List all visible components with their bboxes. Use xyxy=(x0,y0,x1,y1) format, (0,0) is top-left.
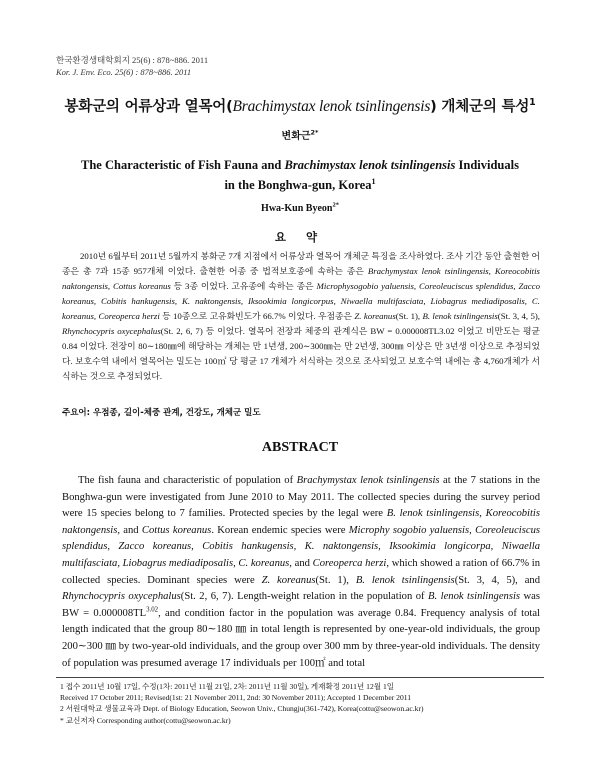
abs-en-t3: , xyxy=(479,508,486,520)
title-ko-pre: 봉화군의 어류상과 열목어( xyxy=(64,99,233,115)
abs-en-t9: (St. 3, 4, 5), and xyxy=(454,574,541,586)
journal-header-ko: 한국환경생태학회지 25(6) : 878~886. 2011 xyxy=(56,55,209,65)
summary-heading: 요 약 xyxy=(274,230,326,244)
abs-en-t5: . Korean endemic species were xyxy=(211,524,349,536)
abstract-english xyxy=(62,473,540,672)
author-english xyxy=(0,203,600,214)
abs-ko-s1: 2010년 6월부터 2011년 5월까지 봉화군 7개 지점에서 어류상과 열목어 개체군 특징을 조사하였다. 조사 기간 동안 출현한 어종은 총 7과 15종 957개체 이었다. 출현한 어종 중 법적보호종에 속하는 종은 xyxy=(62,251,540,276)
journal-header-en: Kor. J. Env. Eco. 25(6) : 878~886. 2011 xyxy=(56,67,192,77)
footnote-3: * 교신저자 Corresponding author(cottu@seowon.ac.kr) xyxy=(60,715,231,725)
abs-en-t2: at the 7 stations in the Bonghwa-gun were investigated from June 2010 to May 2011. The collected species during the survey period were 15 species belong to 7 families. Protected species by the legal were xyxy=(62,475,540,520)
abs-en-i8: B. lenok tsinlingensis xyxy=(355,574,455,586)
abs-en-sup: 3.02 xyxy=(146,606,159,614)
title-ko-sup: 1 xyxy=(529,97,536,109)
abs-en-t10: (St. 2, 6, 7). Length-weight relation in the population of xyxy=(180,591,429,603)
abstract-korean xyxy=(62,249,540,384)
title-en-species: Brachimystax lenok tsinlingensis xyxy=(284,158,456,172)
title-ko-post: ) 개체군의 특성 xyxy=(430,99,530,115)
abs-ko-i5: Rhynchocypris oxycephalus xyxy=(62,326,161,336)
abs-en-i7: Z. koreanus xyxy=(261,574,316,586)
abs-en-i4: Cottus koreanus xyxy=(141,524,212,536)
title-en-part2: Individuals xyxy=(455,158,519,172)
abs-en-i3: Koreocobitis naktongensis xyxy=(62,508,540,536)
abs-en-t7: , which showed a ration of 66.7% in collected species. Dominant species were xyxy=(62,557,540,586)
abs-ko-i4: B. lenok tsinlingensis xyxy=(422,311,498,321)
journal-header xyxy=(56,54,208,78)
abs-en-i9: Rhynchocypris oxycephalus xyxy=(62,591,181,603)
abs-en-i1: Brachymystax lenok tsinlingensis xyxy=(296,475,440,486)
abs-ko-i3: Z. koreanus xyxy=(354,311,396,321)
title-en-line2: in the Bonghwa-gun, Korea xyxy=(224,178,372,192)
footnotes xyxy=(60,681,544,726)
abs-en-t6: , and xyxy=(289,557,313,569)
abs-ko-s2: 등 3종 이었다. 고유종에 속하는 종은 xyxy=(170,281,317,291)
footnote-divider xyxy=(56,677,544,678)
abs-en-t11: was BW = 0.000008TL xyxy=(62,591,540,619)
abs-ko-s5: (St. 3, 4, 5), xyxy=(497,311,540,321)
abs-en-t1: The fish fauna and characteristic of population of xyxy=(78,475,297,486)
title-korean xyxy=(0,95,600,116)
footnote-2: 2 서원대학교 생물교육과 Dept. of Biology Education, Seowon Univ., Chungju(361-742), Korea(cottu@seowon.ac.kr) xyxy=(60,704,424,714)
abs-en-i5: Microphy sogobio yaluensis, Coreoleuciscus splendidus, Zacco koreanus, Cobitis hankugensis, K. naktongensis, Iksookimia longicorpa, Niwaella multifasciata, Liobagrus mediadiposalis, C. koreanus xyxy=(62,524,540,569)
footnote-1-en: Received 17 October 2011; Revised(1st: 21 November 2011, 2nd: 30 November 2011); Accepted 1 December 2011 xyxy=(60,693,412,703)
author-en-name: Hwa-Kun Byeon xyxy=(261,203,333,214)
abs-en-t12: , and condition factor in the population was average 0.84. Frequency analysis of total length indicated that the group 80∼180 ㎜ in total length is represented by one-year-old individuals, the group 200∼300 ㎜ by two-year-old individuals, and the group over 300 mm by three-year-old individuals. The density of population was presumed average 17 individuals per 100㎡ and total xyxy=(62,607,540,669)
author-en-sup: 2* xyxy=(332,201,339,209)
title-english xyxy=(60,155,540,195)
author-korean xyxy=(0,127,600,142)
abs-ko-i2: Microphysogobio yaluensis, Coreoleuciscus splendidus, Zacco koreanus, Cobitis hankugensis, K. naktongensis, Iksookimia longicorpus, Niwaella multifasciata, Liobagrus mediadiposalis, C. koreanus, Coreoperca herzi xyxy=(62,281,540,321)
author-ko-name: 변화근 xyxy=(281,131,311,142)
abstract-heading: ABSTRACT xyxy=(261,440,339,455)
abs-en-i2: B. lenok tsinlingensis xyxy=(386,508,480,520)
keywords: 주요어: 우점종, 길이-체중 관계, 건강도, 개체군 밀도 xyxy=(62,408,261,418)
abs-en-t4: , and xyxy=(117,524,142,536)
author-ko-sup: 2* xyxy=(310,128,319,137)
abs-en-i10: B. lenok tsinlingensis xyxy=(428,591,521,603)
abs-en-i6: Coreoperca herzi xyxy=(312,557,387,569)
footnote-1-ko: 1 접수 2011년 10월 17일, 수정(1차: 2011년 11월 21일, 2차: 2011년 11월 30일), 게재확정 2011년 12월 1일 xyxy=(60,682,395,691)
title-ko-species: Brachimystax lenok tsinlingensis xyxy=(232,98,431,115)
title-en-sup: 1 xyxy=(371,176,376,186)
abs-ko-s6: (St. 2, 6, 7) 등 이었다. 열목어 전장과 체중의 관계식은 BW = 0.000008TL3.02 이었고 비만도는 평균 0.84 이었다. 전장이 80∼180㎜에 해당하는 개체는 만 1년생, 200∼300㎜는 만 2년생, 300㎜ 이상은 만 3년생 이상으로 추정되었다. 보호수역 내에서 열목어는 밀도는 100㎡ 당 평균 17 개체가 서식하는 것으로 조사되었고 보호수역 내에는 총 4,760개체가 서식하는 것으로 추정되었다. xyxy=(62,326,540,381)
abs-en-t8: (St. 1), xyxy=(315,574,356,586)
abs-ko-s3: 등 10종으로 고유화빈도가 66.7% 이었다. 우점종은 xyxy=(159,311,355,321)
abs-ko-s4: (St. 1), xyxy=(395,311,423,321)
title-en-part1: The Characteristic of Fish Fauna and xyxy=(81,158,285,172)
abs-ko-i1: Brachymystax lenok tsinlingensis, Koreocobitis naktongensis, Cottus koreanus xyxy=(62,266,540,291)
